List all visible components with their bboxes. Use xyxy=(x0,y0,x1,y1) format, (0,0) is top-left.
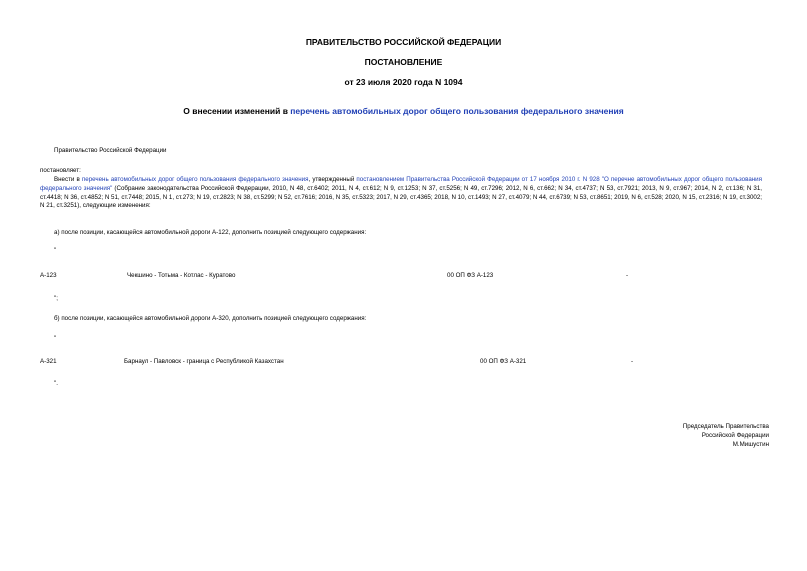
item-a-instruction: а) после позиции, касающейся автомобильной дороги А-122, дополнить позицией следующего содержания: xyxy=(54,229,367,236)
item-a-close-quote: "; xyxy=(54,295,58,302)
decree-928-link[interactable]: постановлением Правительства Российской Федерации от 17 ноября 2010 г. N 928 "О перечне автомобильных дорог общего пользования федерального значения" xyxy=(40,176,762,192)
para-rest: (Собрание законодательства Российской Федерации, 2010, N 48, ст.6402; 2011, N 4, ст.612; N 9, ст.1253; N 37, ст.5256; N 49, ст.7296; 2012, N 6, ст.662; N 34, ст.4737; N 53, ст.7921; 2013, N 9, ст.967; 2014, N 2, ст.136; N 31, ст.4418; N 36, ст.4852; N 51, ст.7448; 2015, N 1, ст.273; N 19, ст.2823; N 38, ст.5299; N 52, ст.7616; 2016, N 35, ст.5323; 2017, N 29, ст.4365; 2018, N 10, ст.1493; N 27, ст.4079; N 44, ст.6739; N 53, ст.8651; 2019, N 6, ст.528; 2020, N 15, ст.2316; N 19, ст.3002; N 21, ст.3251), следующие изменения: xyxy=(40,184,762,210)
decree-word: постановляет: xyxy=(40,167,81,174)
para-mid: , утвержденный xyxy=(308,176,357,183)
document-title xyxy=(0,106,807,116)
item-b-road-route: Барнаул - Павловск - граница с Республикой Казахстан xyxy=(124,358,284,365)
signature-title: Председатель Правительства xyxy=(682,423,769,430)
signature-block xyxy=(683,423,769,449)
item-a-open-quote: " xyxy=(54,247,57,254)
title-link[interactable]: перечень автомобильных дорог общего пользования федерального значения xyxy=(290,106,624,116)
item-a-road-id: 00 ОП ФЗ А-123 xyxy=(447,272,494,279)
main-paragraph-text xyxy=(40,176,762,211)
signature-name: М.Мишустин xyxy=(732,440,769,448)
item-b-road-id: 00 ОП ФЗ А-321 xyxy=(480,358,527,365)
item-b-instruction: б) после позиции, касающейся автомобильной дороги А-320, дополнить позицией следующего содержания: xyxy=(54,315,367,322)
main-paragraph xyxy=(40,176,762,211)
item-a-dash: - xyxy=(626,272,629,279)
intro-text: Правительство Российской Федерации xyxy=(54,147,167,154)
document-date-number: от 23 июля 2020 года N 1094 xyxy=(344,77,463,87)
para-lead: Внести в xyxy=(54,176,82,183)
document-type: ПОСТАНОВЛЕНИЕ xyxy=(364,57,443,67)
item-b-dash: - xyxy=(631,358,634,365)
item-a-road-code: А-123 xyxy=(40,272,57,279)
title-prefix: О внесении изменений в xyxy=(183,106,291,116)
item-b-road-code: А-321 xyxy=(40,358,57,365)
item-a-road-route: Чекшино - Тотьма - Котлас - Куратово xyxy=(127,272,236,279)
item-b-close-quote: ". xyxy=(54,380,58,387)
signature-org: Российской Федерации xyxy=(701,431,769,439)
government-heading: ПРАВИТЕЛЬСТВО РОССИЙСКОЙ ФЕДЕРАЦИИ xyxy=(305,37,502,47)
item-b-open-quote: " xyxy=(54,335,57,342)
perechen-link[interactable]: перечень автомобильных дорог общего пользования федерального значения xyxy=(81,176,309,183)
